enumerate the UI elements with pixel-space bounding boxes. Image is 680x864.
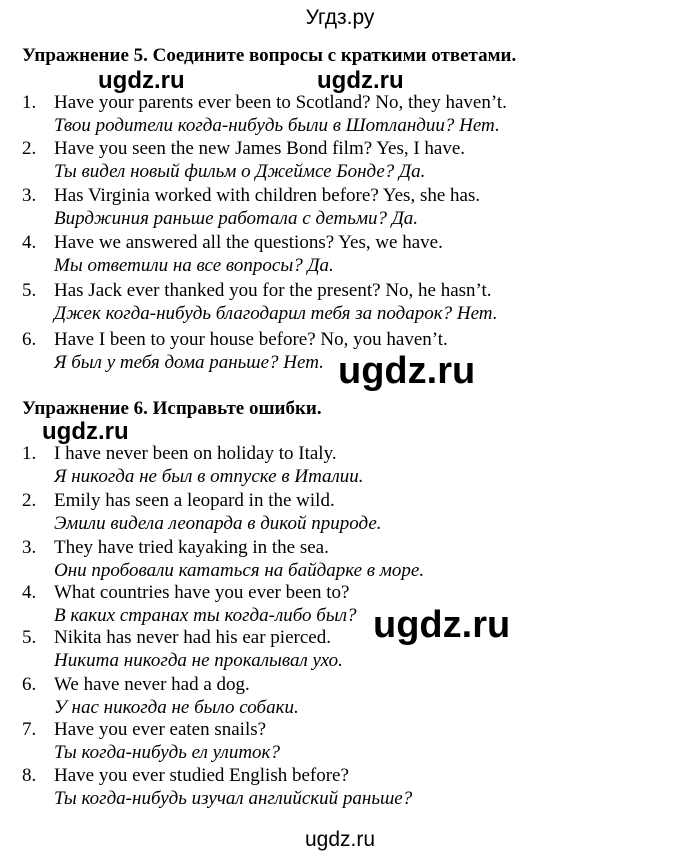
- watermark: ugdz.ru: [338, 350, 476, 392]
- item-russian: Ты когда-нибудь изучал английский раньше?: [54, 788, 413, 809]
- item-number: 1.: [22, 92, 37, 113]
- item-english: They have tried kayaking in the sea.: [54, 537, 329, 558]
- item-english: We have never had a dog.: [54, 674, 250, 695]
- item-number: 6.: [22, 329, 37, 350]
- item-english: Nikita has never had his ear pierced.: [54, 627, 331, 648]
- item-number: 5.: [22, 627, 37, 648]
- item-number: 2.: [22, 490, 37, 511]
- exercise5-title: Упражнение 5. Соедините вопросы с краткими ответами.: [22, 45, 517, 66]
- item-english: I have never been on holiday to Italy.: [54, 443, 337, 464]
- item-number: 3.: [22, 185, 37, 206]
- site-header: Угдз.ру: [305, 6, 375, 29]
- item-russian: Они пробовали кататься на байдарке в море.: [54, 560, 425, 581]
- item-english: What countries have you ever been to?: [54, 582, 350, 603]
- item-russian: В каких странах ты когда-либо был?: [54, 605, 357, 626]
- item-english: Emily has seen a leopard in the wild.: [54, 490, 335, 511]
- item-english: Has Jack ever thanked you for the present? No, he hasn’t.: [54, 280, 492, 301]
- item-russian: Джек когда-нибудь благодарил тебя за подарок? Нет.: [54, 303, 498, 324]
- site-footer: ugdz.ru: [304, 828, 376, 851]
- item-russian: Ты когда-нибудь ел улиток?: [54, 742, 280, 763]
- item-russian: У нас никогда не было собаки.: [54, 697, 299, 718]
- item-russian: Я был у тебя дома раньше? Нет.: [54, 352, 324, 373]
- watermark: ugdz.ru: [317, 67, 404, 94]
- item-english: Has Virginia worked with children before? Yes, she has.: [54, 185, 481, 206]
- watermark: ugdz.ru: [98, 67, 185, 94]
- item-number: 7.: [22, 719, 37, 740]
- item-number: 2.: [22, 138, 37, 159]
- item-russian: Я никогда не был в отпуске в Италии.: [54, 466, 364, 487]
- exercise6-title: Упражнение 6. Исправьте ошибки.: [22, 398, 322, 419]
- item-number: 1.: [22, 443, 37, 464]
- item-english: Have we answered all the questions? Yes, we have.: [54, 232, 443, 253]
- item-number: 5.: [22, 280, 37, 301]
- item-number: 6.: [22, 674, 37, 695]
- item-english: Have I been to your house before? No, you haven’t.: [54, 329, 448, 350]
- watermark: ugdz.ru: [373, 604, 511, 646]
- item-russian: Мы ответили на все вопросы? Да.: [54, 255, 334, 276]
- item-russian: Вирджиния раньше работала с детьми? Да.: [54, 208, 419, 229]
- item-number: 8.: [22, 765, 37, 786]
- item-russian: Твои родители когда-нибудь были в Шотландии? Нет.: [54, 115, 500, 136]
- item-english: Have you ever studied English before?: [54, 765, 349, 786]
- item-russian: Эмили видела леопарда в дикой природе.: [54, 513, 382, 534]
- item-number: 4.: [22, 232, 37, 253]
- item-english: Have you ever eaten snails?: [54, 719, 267, 740]
- item-english: Have your parents ever been to Scotland? No, they haven’t.: [54, 92, 507, 113]
- item-english: Have you seen the new James Bond film? Yes, I have.: [54, 138, 466, 159]
- item-number: 3.: [22, 537, 37, 558]
- item-russian: Никита никогда не прокалывал ухо.: [54, 650, 343, 671]
- item-russian: Ты видел новый фильм о Джеймсе Бонде? Да.: [54, 161, 426, 182]
- watermark: ugdz.ru: [42, 418, 129, 445]
- item-number: 4.: [22, 582, 37, 603]
